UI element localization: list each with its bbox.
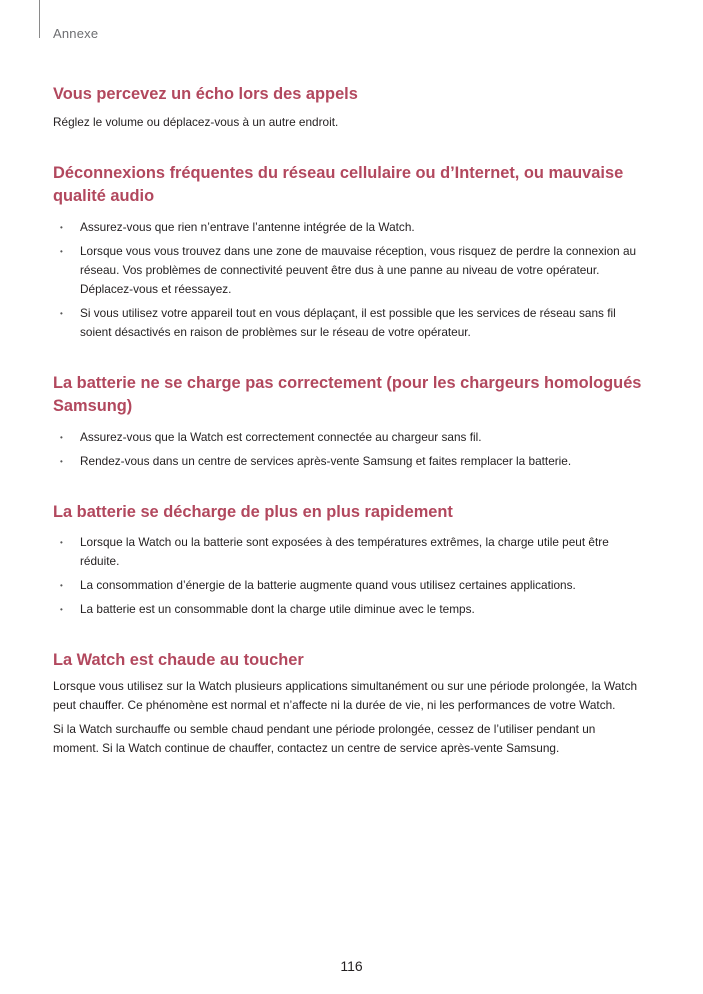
- list-item: • Lorsque vous vous trouvez dans une zone de mauvaise réception, vous risquez de perdre la connexion au réseau. Vos problèmes de connectivité peuvent être dus à une panne au niveau de votre opérateur. Déplacez-vous et réessayez.: [53, 242, 643, 299]
- section-title: [53, 372, 643, 418]
- bullet-list: [53, 533, 643, 619]
- section-title-line-1: Déconnexions fréquentes du réseau cellulaire ou d’Internet, ou mauvaise: [53, 164, 624, 182]
- list-item: • Rendez-vous dans un centre de services après-vente Samsung et faites remplacer la batterie.: [53, 452, 643, 471]
- list-item: • Si vous utilisez votre appareil tout en vous déplaçant, il est possible que les services de réseau sans fil soient désactivés en raison de problèmes sur le réseau de votre opérateur.: [53, 304, 643, 342]
- list-item: • Assurez-vous que la Watch est correctement connectée au chargeur sans fil.: [53, 428, 643, 447]
- section-charging: [53, 372, 643, 471]
- section-title-line-1: La batterie ne se charge pas correctement (pour les chargeurs homologués: [53, 374, 642, 392]
- header-label: Annexe: [53, 26, 99, 41]
- bullet-list: [53, 428, 643, 471]
- section-title: Vous percevez un écho lors des appels: [53, 85, 358, 103]
- section-title-line-2: qualité audio: [53, 187, 155, 205]
- section-watch-hot: [53, 649, 643, 758]
- section-title: La Watch est chaude au toucher: [53, 651, 304, 669]
- list-item: • Lorsque la Watch ou la batterie sont exposées à des températures extrêmes, la charge utile peut être réduite.: [53, 533, 643, 571]
- section-paragraph: Réglez le volume ou déplacez-vous à un autre endroit.: [53, 115, 339, 129]
- section-network: [53, 162, 643, 342]
- header-rule: [39, 0, 40, 38]
- section-title-line-2: Samsung): [53, 397, 133, 415]
- section-title: La batterie se décharge de plus en plus rapidement: [53, 503, 453, 521]
- list-item: • La consommation d’énergie de la batterie augmente quand vous utilisez certaines applications.: [53, 576, 643, 595]
- page-number: 116: [340, 958, 363, 974]
- page-content: [53, 83, 643, 758]
- list-item: • Assurez-vous que rien n’entrave l’antenne intégrée de la Watch.: [53, 218, 643, 237]
- section-paragraph: Si la Watch surchauffe ou semble chaud pendant une période prolongée, cessez de l’utiliser pendant un moment. Si la Watch continue de chauffer, contactez un centre de service après-vente Samsung.: [53, 722, 596, 755]
- bullet-list: [53, 218, 643, 342]
- section-title: [53, 162, 643, 208]
- section-echo: [53, 83, 643, 132]
- list-item: • La batterie est un consommable dont la charge utile diminue avec le temps.: [53, 600, 643, 619]
- section-battery-drain: [53, 501, 643, 619]
- section-paragraph: Lorsque vous utilisez sur la Watch plusieurs applications simultanément ou sur une période prolongée, la Watch peut chauffer. Ce phénomène est normal et n’affecte ni la durée de vie, ni les performances de votre Watch.: [53, 679, 638, 712]
